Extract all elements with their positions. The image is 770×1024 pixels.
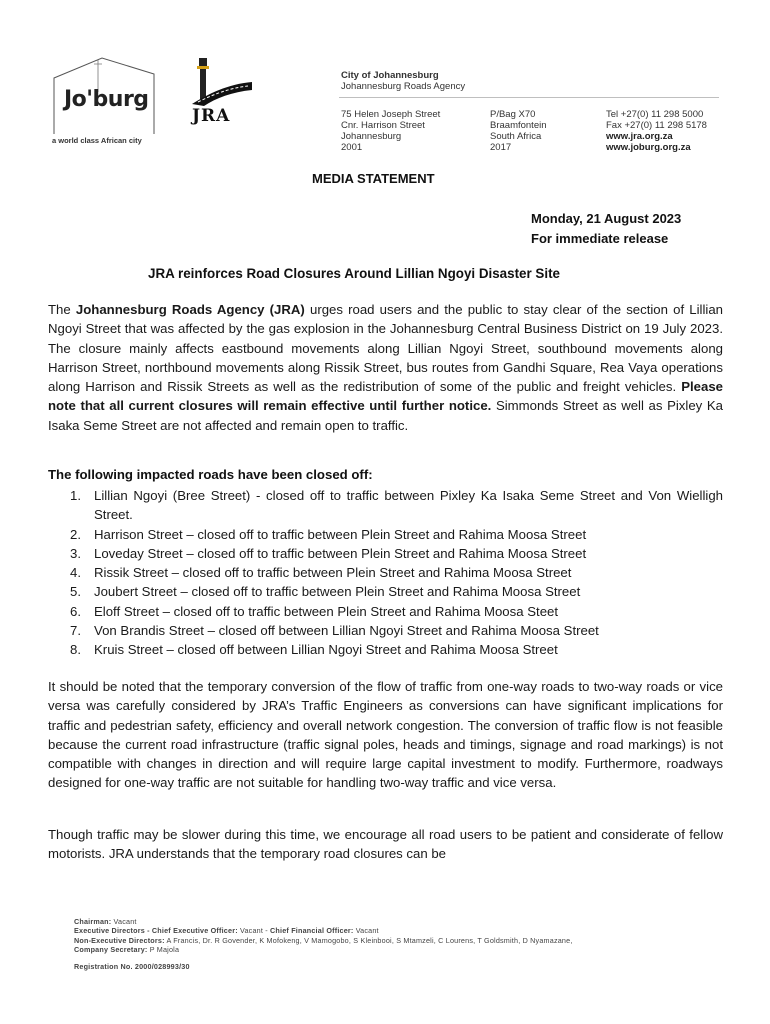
- list-number: 4.: [70, 565, 81, 581]
- footer-label: Chief Financial Officer:: [270, 926, 354, 936]
- website-link-joburg[interactable]: www.joburg.org.za: [606, 142, 691, 153]
- jra-tower-icon: [188, 56, 254, 108]
- jra-logo: [188, 56, 254, 128]
- footer-value: Vacant -: [237, 926, 271, 936]
- date-block: [531, 209, 681, 249]
- website-link-jra[interactable]: www.jra.org.za: [606, 131, 673, 142]
- address-line: Johannesburg: [341, 131, 402, 142]
- postal-address: [490, 109, 547, 153]
- closure-notice: Please note that all current closures will remain effective until further notice.: [48, 379, 723, 414]
- text-run: Simmonds Street as well as Pixley Ka Isaka Seme Street are not affected and remain open to traffic.: [48, 398, 723, 433]
- list-text: Eloff Street – closed off to traffic between Plein Street and Rahima Moosa Steet: [94, 603, 559, 619]
- joburg-logo: [52, 56, 157, 146]
- footer-value: Vacant: [111, 917, 137, 926]
- list-item: [48, 563, 723, 582]
- list-number: 3.: [70, 545, 81, 561]
- header-divider: [339, 97, 719, 98]
- text-run: The: [48, 302, 76, 317]
- paragraph-intro: [48, 300, 723, 435]
- list-item: [48, 544, 723, 563]
- statement-date: Monday, 21 August 2023: [531, 211, 682, 226]
- headline: JRA reinforces Road Closures Around Lillian Ngoyi Disaster Site: [148, 266, 560, 281]
- text-run: urges road users and the public to stay clear of the section of Lillian Ngoyi Street that was affected by the gas explosion in the Johannesburg Central Business District on 19 July 2023. The closure mainly affects eastbound movements along Lillian Ngoyi Street, southbound movements along Harrison Street, northbound movements along Rissik Street, bus routes from Gandhi Square, Rea Vaya operations along Harrison and Rissik Streets as well as the redistribution of some of the public and freight vehicles.: [48, 302, 724, 395]
- contact-details: [606, 109, 707, 153]
- org-name: City of Johannesburg: [341, 70, 439, 81]
- joburg-tagline: a world class African city: [52, 136, 142, 145]
- paragraph-conversion: It should be noted that the temporary conversion of the flow of traffic from one-way roads to two-way roads or vice versa was carefully considered by JRA’s Traffic Engineers as conversions can have significant implications for traffic and pedestrian safety, efficiency and overall network congestion. The conversion of traffic flow is not feasible because the current road infrastructure (traffic signal poles, heads and timings, signage and road markings) is not compatible with changes in direction and will require large capital investment to modify. Furthermore, roadways designed for one-way traffic are not suitable for handling two-way traffic and vice versa.: [48, 679, 723, 791]
- postal-line: 2017: [490, 142, 512, 153]
- list-text: Harrison Street – closed off to traffic between Plein Street and Rahima Moosa Street: [94, 526, 587, 542]
- footer-label: Company Secretary:: [74, 945, 148, 955]
- list-item: [48, 640, 723, 659]
- list-number: 6.: [70, 603, 81, 619]
- footer-label: Chairman:: [74, 917, 112, 926]
- list-item: [48, 602, 723, 621]
- footer-nonexec: [74, 936, 573, 945]
- list-text: Joubert Street – closed off to traffic between Plein Street and Rahima Moosa Street: [94, 584, 581, 600]
- street-address: [341, 109, 440, 153]
- telephone: Tel +27(0) 11 298 5000: [606, 109, 704, 120]
- footer-chairman: [74, 917, 573, 926]
- list-number: 1.: [70, 488, 81, 503]
- registration-number: Registration No. 2000/028993/30: [74, 961, 190, 971]
- list-text: Kruis Street – closed off between Lillian Ngoyi Street and Rahima Moosa Street: [94, 642, 558, 658]
- list-item: [48, 582, 723, 601]
- address-line: Cnr. Harrison Street: [341, 120, 425, 131]
- postal-line: P/Bag X70: [490, 109, 536, 120]
- address-line: 75 Helen Joseph Street: [341, 109, 441, 120]
- footer-label: Executive Directors - Chief Executive Officer:: [74, 926, 238, 936]
- release-note: For immediate release: [531, 231, 669, 246]
- paragraph-appeal: Though traffic may be slower during this time, we encourage all road users to be patient and considerate of fellow motorists. JRA understands that the temporary road closures can be: [48, 827, 723, 862]
- footer-value: Vacant: [353, 926, 379, 936]
- agency-name: Johannesburg Roads Agency (JRA): [75, 302, 305, 317]
- list-item: [48, 525, 723, 544]
- list-number: 7.: [70, 623, 81, 639]
- footer: [74, 917, 573, 971]
- jra-logo-text: JRA: [192, 106, 231, 126]
- postal-line: Braamfontein: [490, 120, 547, 131]
- list-item: [48, 486, 723, 525]
- footer-value: P Majola: [147, 945, 180, 955]
- list-number: 5.: [70, 584, 81, 600]
- list-text: Loveday Street – closed off to traffic between Plein Street and Rahima Moosa Street: [94, 545, 587, 561]
- footer-secretary: [74, 945, 573, 954]
- list-text: Von Brandis Street – closed off between Lillian Ngoyi Street and Rahima Moosa Street: [94, 623, 599, 639]
- org-subname: Johannesburg Roads Agency: [341, 81, 466, 92]
- footer-value: A Francis, Dr. R Govender, K Mofokeng, V Mamogobo, S Kleinbooi, S Mtamzeli, C Lourens, T Goldsmith, D Nyamazane,: [164, 935, 573, 945]
- closed-roads-list: [48, 486, 723, 660]
- joburg-logo-text: Jo'burg: [64, 87, 149, 112]
- list-heading: The following impacted roads have been closed off:: [48, 467, 373, 482]
- fax: Fax +27(0) 11 298 5178: [606, 120, 707, 131]
- postal-line: South Africa: [490, 131, 542, 142]
- list-text: Rissik Street – closed off to traffic between Plein Street and Rahima Moosa Street: [94, 565, 572, 581]
- list-number: 2.: [70, 526, 81, 542]
- list-number: 8.: [70, 642, 81, 658]
- address-line: 2001: [341, 142, 363, 153]
- list-item: [48, 621, 723, 640]
- document-label: MEDIA STATEMENT: [312, 171, 435, 186]
- org-header: [341, 70, 465, 92]
- list-text: Lillian Ngoyi (Bree Street) - closed off to traffic between Pixley Ka Isaka Seme Street and Von Wielligh Street.: [94, 488, 723, 523]
- footer-executives: [74, 926, 573, 935]
- footer-label: Non-Executive Directors:: [74, 935, 165, 945]
